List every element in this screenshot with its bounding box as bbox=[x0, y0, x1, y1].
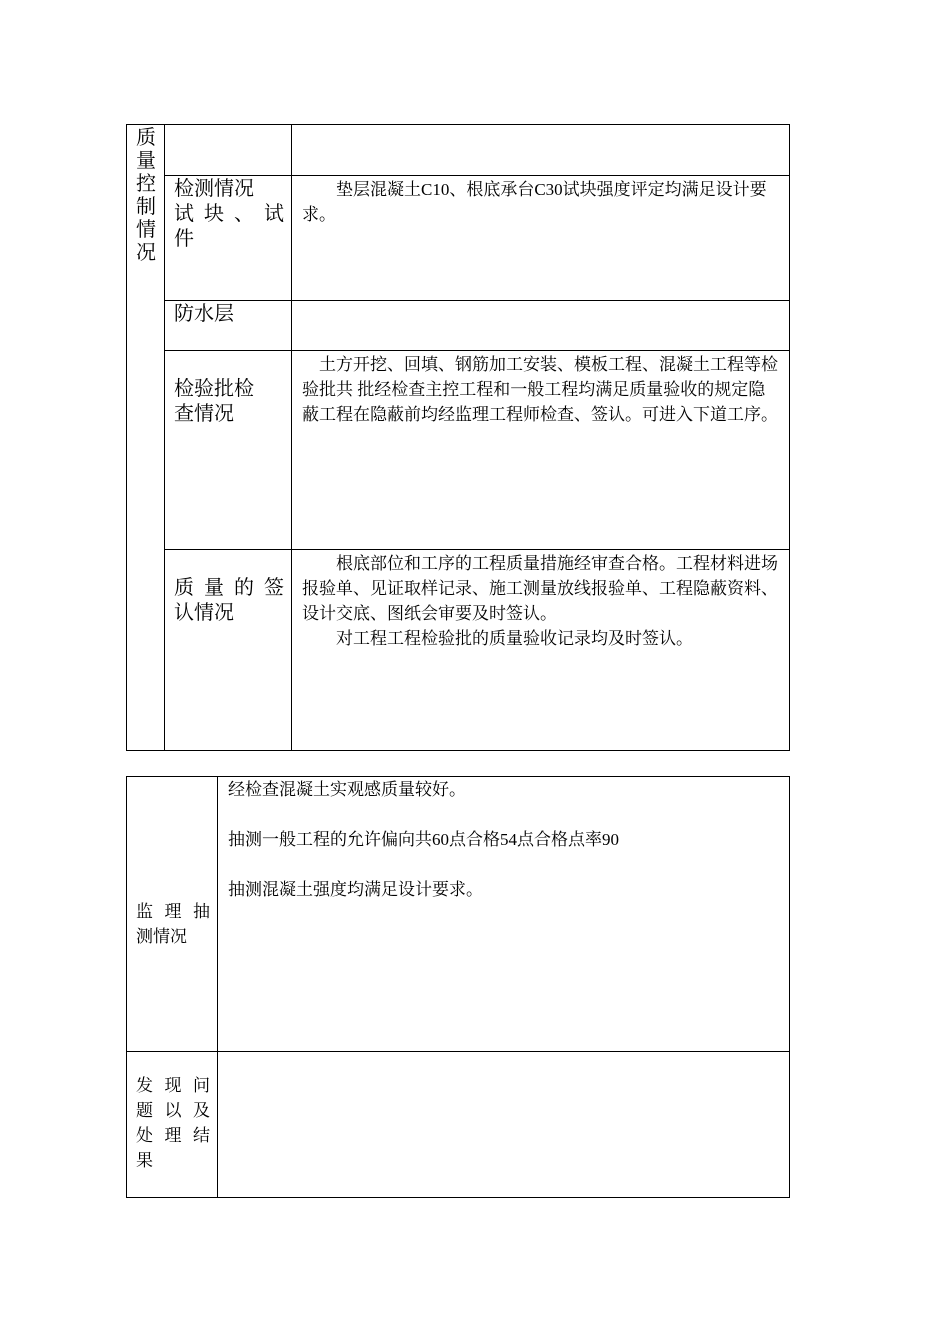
table1-row-divider-2 bbox=[164, 300, 790, 301]
table1-row-divider-4 bbox=[164, 549, 790, 550]
table2-col-divider bbox=[217, 776, 218, 1198]
row-inspection-batch-label: 检验批检 查情况 bbox=[174, 378, 254, 425]
inspection-line-3: 抽测混凝土强度均满足设计要求。 bbox=[228, 880, 483, 899]
issues-label: 发现问 题以及 处理结 果 bbox=[136, 1076, 210, 1170]
table1-row-divider-1 bbox=[164, 175, 790, 176]
supervision-inspection-label: 监理抽 测情况 bbox=[136, 902, 210, 946]
row-signoff-label: 质量的签 认情况 bbox=[174, 577, 284, 624]
row-test-content: 垫层混凝土C10、根底承台C30试块强度评定均满足设计要求。 bbox=[302, 180, 767, 224]
inspection-line-1: 经检查混凝土实观感质量较好。 bbox=[228, 780, 466, 799]
inspection-line-2: 抽测一般工程的允许偏向共60点合格54点合格点率90 bbox=[228, 830, 619, 849]
table1-row-divider-3 bbox=[164, 350, 790, 351]
supervision-inspection-content bbox=[228, 777, 780, 902]
row-signoff-content: 根底部位和工序的工程质量措施经审查合格。工程材料进场报验单、见证取样记录、施工测量放线报验单、工程隐蔽资料、设计交底、图纸会审要及时签认。 对工程工程检验批的质量验收记录均及时签认。 bbox=[302, 554, 778, 648]
table1-col-divider-2 bbox=[291, 124, 292, 751]
row-test-label: 检测情况 试块、试 件 bbox=[174, 178, 284, 250]
row-inspection-batch-content: 土方开挖、回填、钢筋加工安装、模板工程、混凝土工程等检验批共 批经检查主控工程和一般工程均满足质量验收的规定隐蔽工程在隐蔽前均经监理工程师检查、签认。可进入下道工序。 bbox=[302, 355, 778, 424]
table2-row-divider bbox=[126, 1051, 790, 1052]
table1-col-divider-1 bbox=[164, 124, 165, 751]
quality-control-section-label: 质量控制情况 bbox=[136, 127, 156, 264]
row-waterproof-label: 防水层 bbox=[174, 303, 234, 325]
